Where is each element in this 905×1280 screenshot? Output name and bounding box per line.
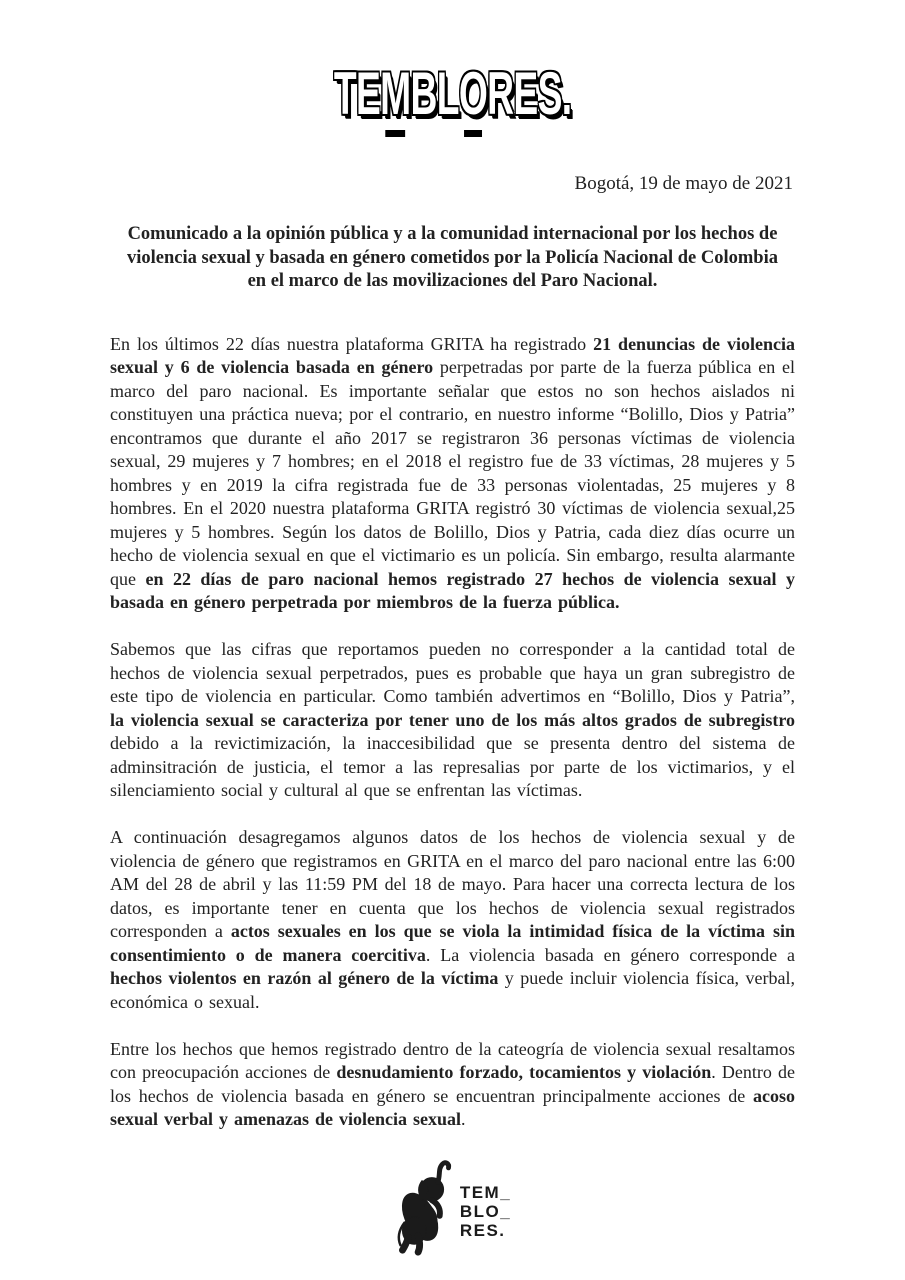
document-body bbox=[0, 333, 905, 1132]
paragraph-3: A continuación desagregamos algunos datos de los hechos de violencia sexual y de violencia de género que registramos en GRITA en el marco del paro nacional entre las 6:00 AM del 28 de abril y las 11:59 PM del 18 de mayo. Para hacer una correcta lectura de los datos, es importante tener en cuenta que los hechos de violencia sexual registrados corresponden a actos sexuales en los que se viola la intimidad física de la víctima sin consentimiento o de manera coercitiva. La violencia basada en género corresponde a hechos violentos en razón al género de la víctima y puede incluir violencia física, verbal, económica o sexual. bbox=[110, 827, 796, 1012]
wordmark-seg: RES. bbox=[486, 60, 572, 127]
elephant-icon bbox=[394, 1160, 454, 1258]
footer-logo-line: TEM_ bbox=[459, 1183, 512, 1202]
temblores-wordmark bbox=[0, 60, 905, 138]
paragraph-1: En los últimos 22 días nuestra plataforma GRITA ha registrado 21 denuncias de violencia sexual y 6 de violencia basada en género perpetradas por parte de la fuerza pública en el marco del paro nacional. Es importante señalar que estos no son hechos aislados ni constituyen una práctica nueva; por el contrario, en nuestro informe “Bolillo, Dios y Patria” encontramos que durante el año 2017 se registraron 36 personas víctimas de violencia sexual, 29 mujeres y 7 hombres; en el 2018 el registro fue de 33 víctimas, 28 mujeres y 5 hombres y en 2019 la cifra registrada fue de 33 personas violentadas, 25 mujeres y 8 hombres. En el 2020 nuestra plataforma GRITA registró 30 víctimas de violencia sexual,25 mujeres y 5 hombres. Según los datos de Bolillo, Dios y Patria, cada diez días ocurre un hecho de violencia sexual en que el victimario es un policía. Sin embargo, resulta alarmante que en 22 días de paro nacional hemos registrado 27 hechos de violencia sexual y basada en género perpetrada por miembros de la fuerza pública. bbox=[110, 333, 795, 612]
dateline: Bogotá, 19 de mayo de 2021 bbox=[574, 173, 793, 194]
wordmark-seg: TE bbox=[333, 60, 380, 127]
footer-logo-line: BLO_ bbox=[459, 1202, 512, 1221]
wordmark-seg-underlined-m: M bbox=[379, 60, 411, 127]
wordmark-seg-underlined-o: O bbox=[458, 60, 487, 127]
paragraph-2: Sabemos que las cifras que reportamos pueden no corresponder a la cantidad total de hechos de violencia sexual perpetrados, pues es probable que haya un gran subregistro de este tipo de violencia en particular. Como también advertimos en “Bolillo, Dios y Patria”, la violencia sexual se caracteriza por tener uno de los más altos grados de subregistro debido a la revictimización, la inaccesibilidad que se presenta dentro del sistema de adminsitración de justicia, el temor a las represalias por parte de los victimarios, y el silenciamiento social y cultural al que se enfrentan las víctimas. bbox=[110, 639, 795, 800]
footer-logo-text bbox=[460, 1183, 511, 1240]
document-title: Comunicado a la opinión pública y a la comunidad internacional por los hechos de violencia sexual y basada en género cometidos por la Policía Nacional de Colombia en el marco de las movilizaciones del Paro Nacional. bbox=[127, 224, 778, 291]
temblores-wordmark-text bbox=[333, 60, 572, 127]
wordmark-seg: BL bbox=[410, 60, 459, 127]
footer-logo bbox=[0, 1160, 905, 1258]
paragraph-4: Entre los hechos que hemos registrado dentro de la cateogría de violencia sexual resaltamos con preocupación acciones de desnudamiento forzado, tocamientos y violación. Dentro de los hechos de violencia basada en género se encuentran principalmente acciones de acoso sexual verbal y amenazas de violencia sexual. bbox=[110, 1038, 795, 1129]
footer-logo-line: RES. bbox=[459, 1221, 506, 1240]
